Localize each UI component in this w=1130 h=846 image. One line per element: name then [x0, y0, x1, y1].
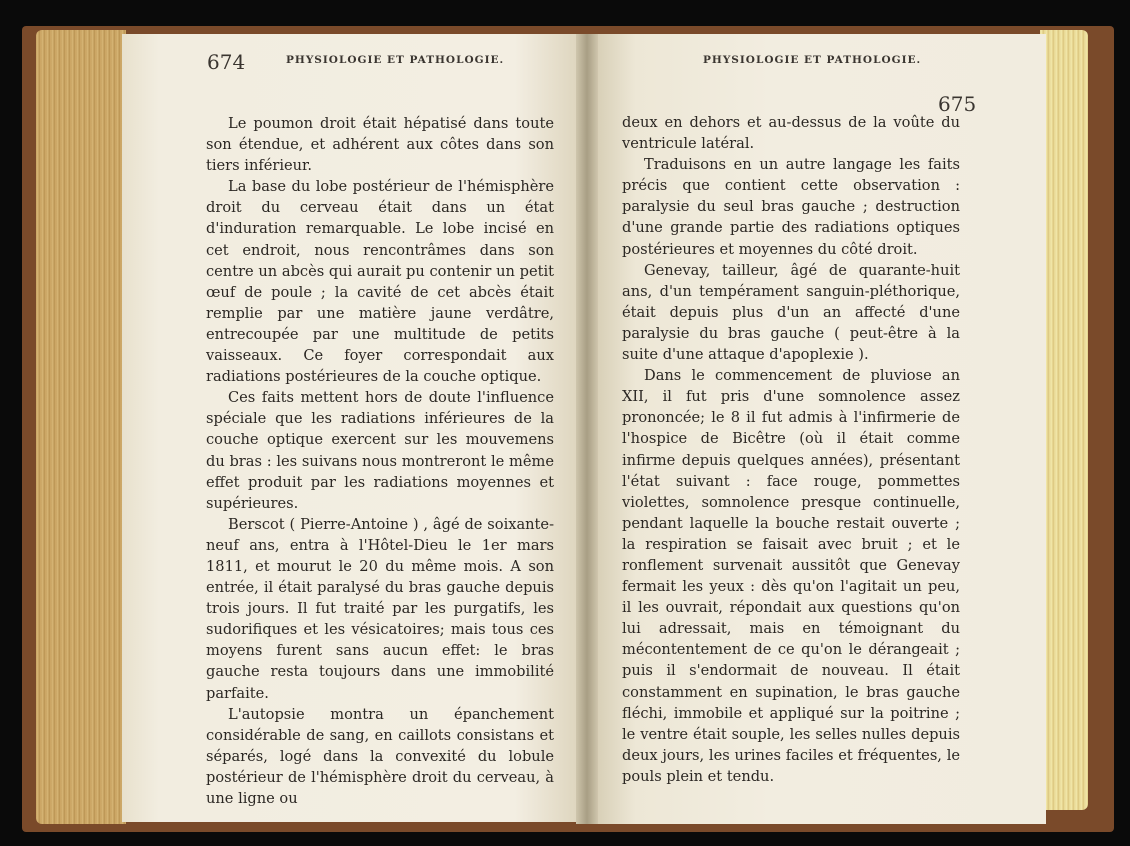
paragraph: L'autopsie montra un épanchement considérable de sang, en caillots consistans et séparés, logé dans la convexité du lobule postérieur de l'hémisphère droit du cerveau, à une ligne ou: [206, 705, 554, 807]
left-page-edges: [36, 30, 126, 824]
book-gutter: [576, 34, 598, 824]
paragraph: Genevay, tailleur, âgé de quarante-huit ans, d'un tempérament sanguin-pléthorique, était depuis plus d'un an affecté d'une paralysie du bras gauche ( peut-être à la suite d'une attaque d'apoplexie ).: [622, 261, 960, 364]
right-page-edges: [1040, 30, 1088, 810]
paragraph: Dans le commencement de pluviose an XII, il fut pris d'une somnolence assez prononcée; le 8 il fut admis à l'infirmerie de l'hospice de Bicêtre (où il était comme infirme depuis quelques années), présentant l'état suivant : face rouge, pommettes violettes, somnolence presque continuelle, pendant laquelle la bouche restait ouverte ; la respiration se faisait avec bruit ; et le ronflement survenait aussitôt que Genevay fermait les yeux : dès qu'on l'agitait un peu, il les ouvrait, répondait aux questions qu'on lui adressait, mais en témoignant du mécontentement de ce qu'on le dérangeait ; puis il s'endormait de nouveau. Il était constamment en supination, le bras gauche fléchi, immobile et appliqué sur la poitrine ; le ventre était souple, les selles nulles depuis deux jours, les urines faciles et fréquentes, le pouls plein et tendu.: [622, 367, 960, 785]
right-page-number: 675: [938, 92, 977, 116]
right-running-head: PHYSIOLOGIE ET PATHOLOGIE.: [703, 54, 922, 66]
paragraph: Traduisons en un autre langage les faits précis que contient cette observation : paralysie du seul bras gauche ; destruction d'une grande partie des radiations optiques postérieures et moyennes du côté droit.: [622, 156, 960, 258]
paragraph: La base du lobe postérieur de l'hémisphère droit du cerveau était dans un état d'induration remarquable. Le lobe incisé en cet endroit, nous rencontrâmes dans son centre un abcès qui aurait pu contenir un petit œuf de poule ; la cavité de cet abcès était remplie par une matière jaune verdâtre, entrecoupée par une multitude de petits vaisseaux. Ce foyer correspondait aux radiations postérieures de la couche optique.: [206, 178, 554, 386]
paragraph: Berscot ( Pierre-Antoine ) , âgé de soixante-neuf ans, entra à l'Hôtel-Dieu le 1er mars 1811, et mourut le 20 du même mois. A son entrée, il était paralysé du bras gauche depuis trois jours. Il fut traité par les purgatifs, les sudorifiques et les vésicatoires; mais tous ces moyens furent sans aucun effet: le bras gauche resta toujours dans une immobilité parfaite.: [206, 515, 554, 702]
left-running-head: PHYSIOLOGIE ET PATHOLOGIE.: [286, 54, 505, 66]
left-page-number: 674: [207, 50, 246, 74]
paragraph: deux en dehors et au-dessus de la voûte du ventricule latéral.: [622, 114, 960, 153]
right-page-text: [622, 112, 960, 787]
paragraph: Ces faits mettent hors de doute l'influence spéciale que les radiations inférieures de la couche optique exercent sur les mouvemens du bras : les suivans nous montreront le même effet produit par les radiations moyennes et supérieures.: [206, 389, 554, 512]
paragraph: Le poumon droit était hépatisé dans toute son étendue, et adhérent aux côtes dans son tiers inférieur.: [206, 115, 554, 175]
left-page-text: [206, 113, 554, 809]
